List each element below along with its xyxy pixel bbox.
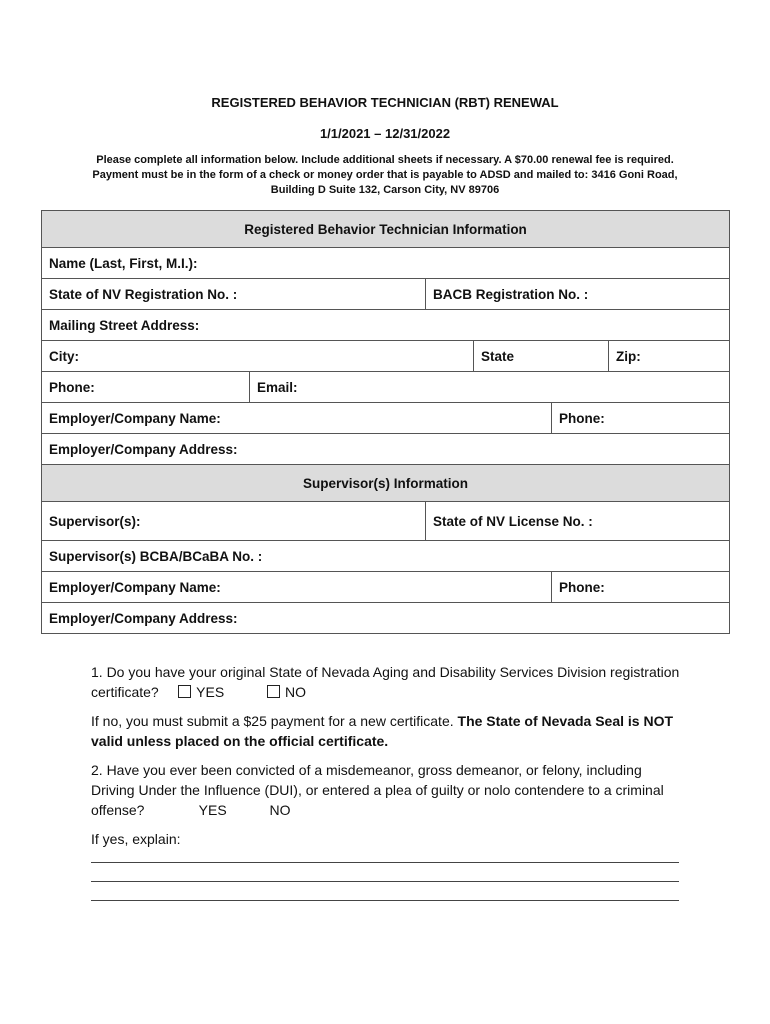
q2-yes-option[interactable]: YES	[198, 802, 227, 818]
explain-line-3[interactable]	[91, 900, 679, 901]
explain-line-2[interactable]	[91, 881, 679, 882]
checkbox-icon[interactable]	[267, 685, 280, 698]
checkbox-icon[interactable]	[178, 685, 191, 698]
nv-registration-field[interactable]: State of NV Registration No. :	[42, 279, 426, 310]
instructions-text: Please complete all information below. Include additional sheets if necessary. A $70.00 renewal fee is required. Payment must be in the form of a check or money order that is payable to ADSD and mailed to: 3416 Goni Road, Building D Suite 132, Carson City, NV 89706	[92, 154, 678, 196]
employer-address-field[interactable]: Employer/Company Address:	[42, 434, 730, 465]
questions-section	[91, 662, 681, 858]
supervisor-employer-address-field[interactable]: Employer/Company Address:	[42, 603, 730, 634]
q1-yes-option[interactable]	[178, 682, 224, 702]
supervisor-employer-phone-field[interactable]: Phone:	[552, 572, 730, 603]
q1-yes-label: YES	[196, 684, 225, 700]
bcba-number-field[interactable]: Supervisor(s) BCBA/BCaBA No. :	[42, 541, 730, 572]
explain-label: If yes, explain:	[91, 831, 181, 847]
state-field[interactable]: State	[474, 341, 609, 372]
rbt-section-heading: Registered Behavior Technician Information	[42, 211, 730, 248]
question-2	[91, 760, 681, 820]
city-field[interactable]: City:	[42, 341, 474, 372]
question-1	[91, 662, 681, 702]
renewal-period: 1/1/2021 – 12/31/2022	[319, 126, 451, 141]
phone-field[interactable]: Phone:	[42, 372, 250, 403]
bacb-registration-field[interactable]: BACB Registration No. :	[426, 279, 730, 310]
seal-warning: The State of Nevada Seal is NOT valid unless placed on the official certificate.	[91, 713, 674, 749]
mailing-address-field[interactable]: Mailing Street Address:	[42, 310, 730, 341]
supervisor-field[interactable]: Supervisor(s):	[42, 502, 426, 541]
certificate-note-text: If no, you must submit a $25 payment for a new certificate.	[91, 713, 454, 729]
q1-no-label: NO	[284, 684, 306, 700]
form-title: REGISTERED BEHAVIOR TECHNICIAN (RBT) RENEWAL	[211, 95, 559, 110]
zip-field[interactable]: Zip:	[609, 341, 730, 372]
registration-form-table	[41, 210, 730, 634]
nv-license-field[interactable]: State of NV License No. :	[426, 502, 730, 541]
question-2-text: 2. Have you ever been convicted of a misdemeanor, gross demeanor, or felony, including Driving Under the Influence (DUI), or entered a plea of guilty or nolo contendere to a criminal offense?	[91, 762, 664, 818]
name-field[interactable]: Name (Last, First, M.I.):	[42, 248, 730, 279]
email-field[interactable]: Email:	[250, 372, 730, 403]
explain-line-1[interactable]	[91, 862, 679, 863]
question-1-text: 1. Do you have your original State of Nevada Aging and Disability Services Division registration certificate?	[91, 664, 680, 700]
q1-no-option[interactable]	[267, 682, 306, 702]
employer-name-field[interactable]: Employer/Company Name:	[42, 403, 552, 434]
supervisor-employer-name-field[interactable]: Employer/Company Name:	[42, 572, 552, 603]
certificate-note	[91, 711, 681, 751]
employer-phone-field[interactable]: Phone:	[552, 403, 730, 434]
supervisor-section-heading: Supervisor(s) Information	[42, 465, 730, 502]
q2-no-option[interactable]: NO	[269, 802, 291, 818]
